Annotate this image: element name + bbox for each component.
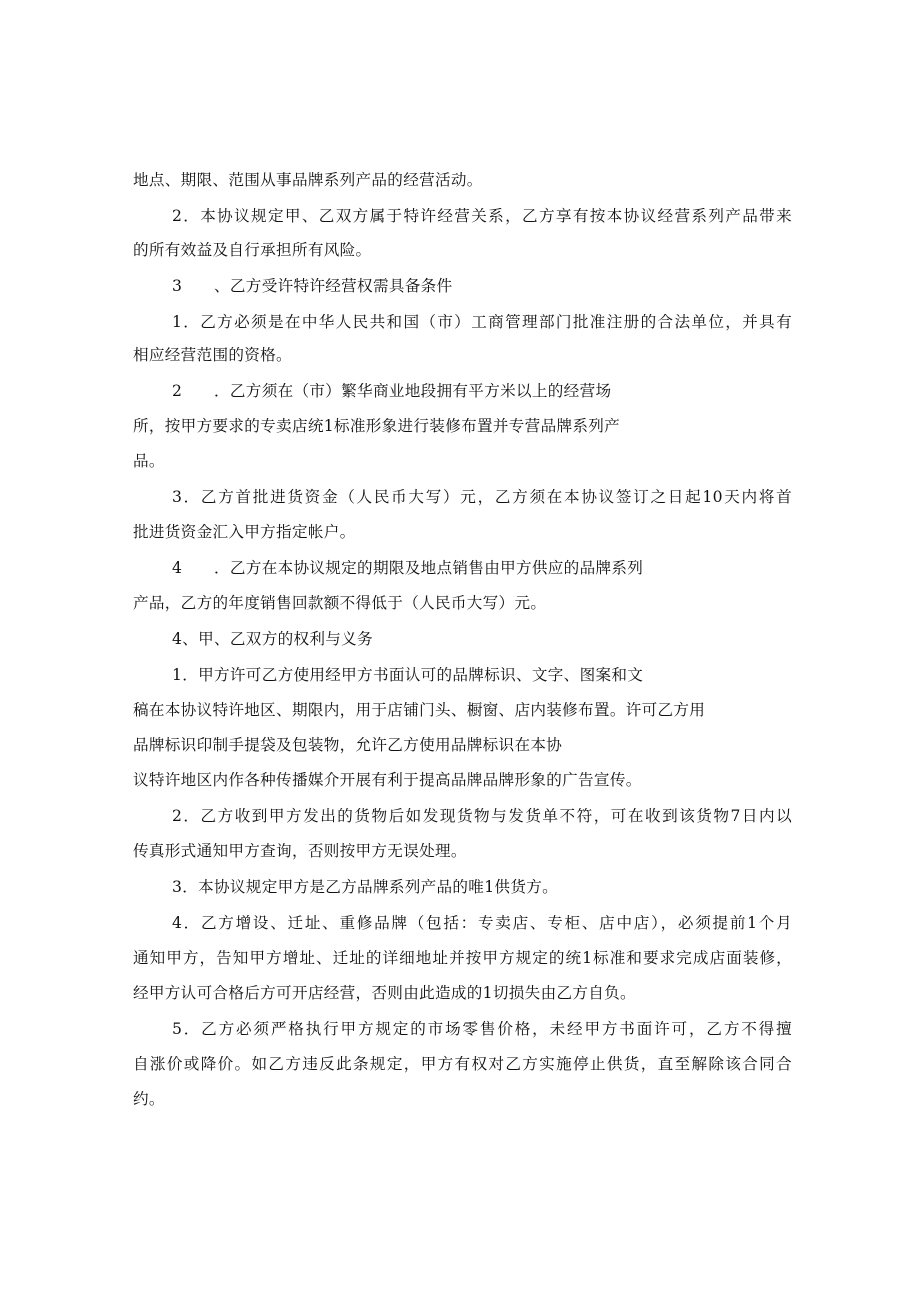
text-line: 地点、期限、范围从事品牌系列产品的经营活动。 [133,171,483,189]
text-line: 自涨价或降价。如乙方违反此条规定，甲方有权对乙方实施停止供货，直至解除该合同合 [133,1055,792,1073]
text-line: 1．乙方必须是在中华人民共和国（市）工商管理部门批准注册的合法单位，并具有 [172,313,792,331]
section-heading: 3 、乙方受许特许经营权需具备条件 [172,277,453,295]
text-line: 所，按甲方要求的专卖店统1标准形象进行装修布置并专营品牌系列产 [133,417,621,435]
text-line: 产品，乙方的年度销售回款额不得低于（人民币大写）元。 [133,594,547,612]
section-heading: 4、甲、乙双方的权利与义务 [172,630,373,648]
text-line: 品牌标识印制手提袋及包装物，允许乙方使用品牌标识在本协 [133,736,563,754]
text-line: 的所有效益及自行承担所有风险。 [133,241,372,259]
text-line: 2．本协议规定甲、乙双方属于特许经营关系，乙方享有按本协议经营系列产品带来 [172,207,792,225]
text-line: 经甲方认可合格后方可开店经营，否则由此造成的1切损失由乙方自负。 [133,984,636,1002]
text-line: 稿在本协议特许地区、期限内，用于店铺门头、橱窗、店内装修布置。许可乙方用 [133,701,706,719]
text-line: 相应经营范围的资格。 [133,346,292,364]
text-line: 传真形式通知甲方查询，否则按甲方无误处理。 [133,842,467,860]
text-line: 议特许地区内作各种传播媒介开展有利于提高品牌品牌形象的广告宣传。 [133,771,642,789]
text-line: 2．乙方收到甲方发出的货物后如发现货物与发货单不符，可在收到该货物7日内以 [172,807,792,825]
text-line: 1．甲方许可乙方使用经甲方书面认可的品牌标识、文字、图案和文 [172,666,644,684]
text-line: 2 ．乙方须在（市）繁华商业地段拥有平方米以上的经营场 [172,382,612,400]
text-line: 4 ．乙方在本协议规定的期限及地点销售由甲方供应的品牌系列 [172,559,644,577]
text-line: 5．乙方必须严格执行甲方规定的市场零售价格，未经甲方书面许可，乙方不得擅 [172,1020,792,1038]
text-line: 批进货资金汇入甲方指定帐户。 [133,523,356,541]
text-line: 品。 [133,452,165,470]
text-line: 4．乙方增设、迁址、重修品牌（包括：专卖店、专柜、店中店），必须提前1个月 [172,914,792,932]
text-line: 3．乙方首批进货资金（人民币大写）元，乙方须在本协议签订之日起10天内将首 [172,488,792,506]
text-line: 3．本协议规定甲方是乙方品牌系列产品的唯1供货方。 [172,878,558,896]
text-line: 通知甲方，告知甲方增址、迁址的详细地址并按甲方规定的统1标准和要求完成店面装修， [133,949,792,967]
text-line: 约。 [133,1090,165,1108]
